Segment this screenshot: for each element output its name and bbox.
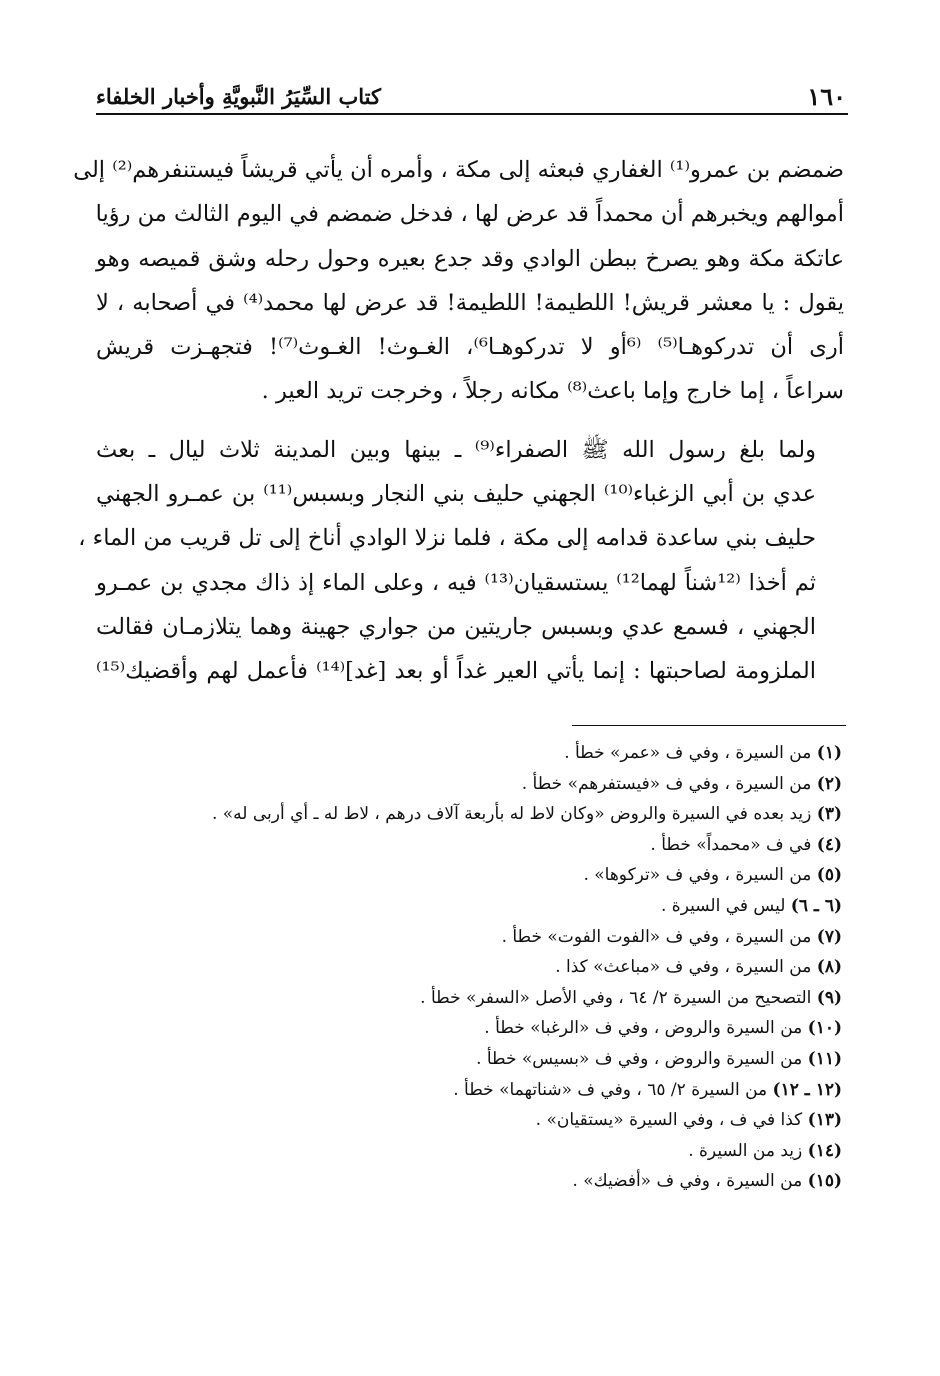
- footnote-text: من السيرة ، وفي ف «الفوت الفوت» خطأ .: [501, 926, 812, 947]
- footnote-number: (١٣): [807, 1110, 842, 1131]
- text-line: يقول : يا معشر قريش! اللطيمة! اللطيمة! قد عرض لها محمد⁽⁴⁾ في أصحابه ، لا: [96, 289, 844, 316]
- footnote: [120, 1105, 842, 1136]
- text-line: ثم أخذا ⁽¹²شناً لهما¹²⁾ يستسقيان⁽¹³⁾ فيه ، وعلى الماء إذ ذاك مجدي بن عمـرو: [96, 569, 816, 596]
- footnote: [120, 830, 842, 861]
- text-line: الجهني ، فسمع عدي وبسبس جاريتين من جواري جهينة وهما يتلازمـان فقالت: [96, 613, 816, 640]
- footnote-text: من السيرة ، وفي ف «تركوها» .: [583, 865, 812, 886]
- text-line: سراعاً ، إما خارج وإما باعث⁽⁸⁾ مكانه رجلاً ، وخرجت تريد العير .: [261, 378, 844, 405]
- footnote-text: من السيرة ، وفي ف «مباعث» كذا .: [555, 957, 812, 978]
- footnote: [120, 769, 842, 800]
- footnote-text: من السيرة ، وفي ف «عمر» خطأ .: [564, 743, 812, 763]
- footnote: [120, 1136, 842, 1167]
- footnote-text: التصحيح من السيرة ٢/ ٦٤ ، وفي الأصل «السفر» خطأ .: [420, 987, 812, 1008]
- footnote: [120, 799, 842, 830]
- footnote-number: (١٥): [807, 1171, 842, 1192]
- main-text: [73, 148, 844, 694]
- footnote: [120, 1075, 842, 1106]
- text-line: حليف بني ساعدة قدامه إلى مكة ، فلما نزلا الوادي أناخ إلى تل قريب من الماء ،: [78, 525, 816, 552]
- footnote-separator: [572, 725, 846, 726]
- footnote-number: (١): [816, 743, 842, 763]
- footnote: [120, 922, 842, 953]
- footnote-text: من السيرة والروض ، وفي ف «الرغبا» خطأ .: [484, 1018, 803, 1039]
- footnote-number: (١١): [807, 1048, 842, 1069]
- footnote-number: (١٤): [807, 1140, 842, 1161]
- text-line: أرى أن تدركوهـا⁽⁵⁾ ⁽⁶أو لا تدركوهـا⁶⁾، الغـوث! الغـوث⁽⁷⁾! فتجهـزت قريش: [96, 334, 844, 361]
- footnote: [120, 860, 842, 891]
- footnote-number: (٩): [816, 987, 842, 1008]
- footnote-text: زيد من السيرة .: [688, 1140, 803, 1161]
- footnote-number: (٨): [816, 957, 842, 978]
- footnote-text: كذا في ف ، وفي السيرة «يستقيان» .: [535, 1110, 803, 1131]
- text-line: ضمضم بن عمرو⁽¹⁾ الغفاري فبعثه إلى مكة ، وأمره أن يأتي قريشاً فيستنفرهم⁽²⁾ إلى: [73, 157, 844, 183]
- running-title: كتاب السِّيَرُ النَّبويَّةِ وأخبار الخلفاء: [96, 84, 381, 109]
- footnote-text: من السيرة ٢/ ٦٥ ، وفي ف «شناتهما» خطأ .: [453, 1079, 768, 1100]
- footnote-number: (١٢ ـ ١٢): [772, 1079, 842, 1100]
- footnote: [120, 891, 842, 922]
- footnote-number: (٢): [816, 773, 842, 794]
- footnote-text: زيد بعده في السيرة والروض «وكان لاط له بأربعة آلاف درهم ، لاط له ـ أي أربى له» .: [211, 804, 812, 825]
- page-header: [96, 82, 846, 112]
- footnote-text: من السيرة والروض ، وفي ف «بسيس» خطأ .: [476, 1048, 803, 1069]
- footnote-text: من السيرة ، وفي ف «أفضيك» .: [572, 1171, 803, 1192]
- footnote-number: (٤): [816, 834, 842, 855]
- footnote-number: (٦ ـ ٦): [790, 895, 842, 916]
- footnote: [120, 1166, 842, 1197]
- text-line: ولما بلغ رسول الله ﷺ الصفراء⁽⁹⁾ ـ بينها وبين المدينة ثلاث ليال ـ بعث: [96, 436, 816, 463]
- footnote: [120, 1044, 842, 1075]
- text-line: الملزومة لصاحبتها : إنما يأتي العير غداً أو بعد [غد]⁽¹⁴⁾ فأعمل لهم وأقضيك⁽¹⁵⁾: [96, 658, 816, 685]
- footnote: [120, 983, 842, 1014]
- header-rule: [96, 113, 848, 115]
- text-line: عدي بن أبي الزغباء⁽¹⁰⁾ الجهني حليف بني النجار وبسبس⁽¹¹⁾ بن عمـرو الجهني: [96, 481, 816, 508]
- footnote: [120, 738, 842, 769]
- footnote-text: في ف «محمداً» خطأ .: [650, 834, 812, 855]
- footnote-text: من السيرة ، وفي ف «فيستفرهم» خطأ .: [521, 773, 812, 794]
- paragraph-1: [73, 148, 844, 414]
- page-number: ١٦٠: [807, 82, 846, 111]
- footnote-number: (٥): [816, 865, 842, 886]
- footnote-number: (١٠): [807, 1018, 842, 1039]
- footnote: [120, 1013, 842, 1044]
- text-line: عاتكة مكة وهو يصرخ ببطن الوادي وقد جدع بعيره وحول رحله وشق قميصه وهو: [96, 245, 844, 272]
- footnote-number: (٣): [816, 804, 842, 825]
- footnote-text: ليس في السيرة .: [661, 895, 786, 916]
- footnote-number: (٧): [816, 926, 842, 947]
- footnote: [120, 952, 842, 983]
- paragraph-2: [78, 428, 844, 694]
- text-line: أموالهم ويخبرهم أن محمداً قد عرض لها ، فدخل ضمضم في اليوم الثالث من رؤيا: [95, 201, 844, 228]
- footnotes-list: [120, 738, 842, 1197]
